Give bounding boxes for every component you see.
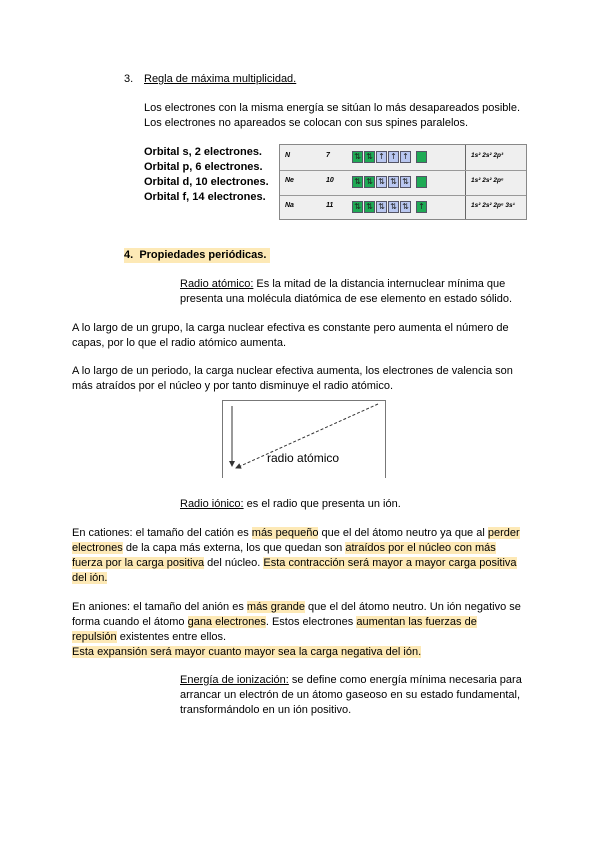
atomic-number: 10 [326, 177, 334, 184]
ionizacion-term: Energía de ionización: [180, 674, 289, 686]
element-symbol: Ne [285, 177, 294, 184]
orbital-box-2p: ⇅ [400, 201, 411, 213]
orbital-box-3s [416, 151, 427, 163]
radio-ionico-term: Radio iónico: [180, 498, 244, 510]
aniones-highlight: Esta expansión será mayor cuanto mayor sea la carga negativa del ión. [72, 646, 422, 658]
orbital-diagram-table [279, 144, 527, 220]
table-row-divider [280, 170, 526, 171]
aniones-highlight: repulsión [72, 631, 117, 643]
orbital-box-2p: ↑ [400, 151, 411, 163]
radio-atomico-def [180, 277, 505, 292]
aniones-highlight: más grande [246, 601, 305, 613]
cationes-line2 [72, 541, 496, 556]
aniones-text: existentes entre ellos. [116, 631, 227, 643]
section-3-desc-line1: Los electrones con la misma energía se sitúan lo más desapareados posible. [144, 102, 521, 114]
ionizacion-def [180, 673, 522, 688]
periodo-line2: más atraídos por el núcleo y por tanto disminuye el radio atómico. [72, 380, 393, 392]
orbital-boxes [352, 176, 428, 190]
orbital-box-2p: ⇅ [388, 176, 399, 188]
orbital-box-1s: ⇅ [352, 176, 363, 188]
aniones-text: . Estos electrones [265, 616, 357, 628]
grupo-line2: capas, por lo que el radio atómico aumenta. [72, 337, 287, 349]
section-4-title: Propiedades periódicas. [139, 249, 267, 261]
cationes-highlight: Esta contracción será mayor a mayor carga positiva [263, 557, 517, 569]
aniones-line1 [72, 600, 521, 615]
table-row-divider [280, 195, 526, 196]
table-row [280, 147, 526, 169]
orbital-box-2p: ⇅ [376, 176, 387, 188]
cationes-highlight: del ión. [72, 572, 108, 584]
orbital-box-1s: ⇅ [352, 151, 363, 163]
cationes-highlight: más pequeño [251, 527, 319, 539]
orbital-box-2s: ⇅ [364, 176, 375, 188]
cationes-highlight: perder [487, 527, 520, 539]
radio-ionico-def [180, 497, 401, 512]
orbital-box-2p: ⇅ [400, 176, 411, 188]
section-3-title: Regla de máxima multiplicidad. [144, 73, 297, 85]
aniones-highlight: gana electrones [187, 616, 266, 628]
orbital-boxes [352, 151, 428, 165]
cationes-highlight: fuerza por la carga positiva [72, 557, 205, 569]
ionizacion-def-line1: se define como energía mínima necesaria para [288, 674, 522, 686]
aniones-line4 [72, 645, 421, 660]
cationes-text: En cationes: el tamaño del catión es [72, 527, 252, 539]
aniones-line3 [72, 630, 226, 645]
orbital-boxes [352, 201, 428, 215]
orbital-box-2p: ↑ [376, 151, 387, 163]
radio-atomico-term: Radio atómico: [180, 278, 254, 290]
section-3-desc-line2: Los electrones no apareados se colocan con sus spines paralelos. [144, 117, 469, 129]
cationes-text: que el del átomo neutro ya que al [318, 527, 488, 539]
element-symbol: Na [285, 202, 294, 209]
orbital-box-1s: ⇅ [352, 201, 363, 213]
section-4-number: 4. [124, 249, 134, 261]
trend-arrows [222, 400, 386, 478]
orbital-box-3s [416, 176, 427, 188]
periodo-line1: A lo largo de un periodo, la carga nuclear efectiva aumenta, los electrones de valencia son [72, 365, 513, 377]
table-row [280, 172, 526, 194]
grupo-line1: A lo largo de un grupo, la carga nuclear efectiva es constante pero aumenta el número de [72, 322, 509, 334]
cationes-text: de la capa más externa, los que quedan son [122, 542, 346, 554]
orbital-f-text: Orbital f, 14 electrones. [144, 191, 266, 203]
orbital-box-2p: ⇅ [388, 201, 399, 213]
aniones-text: que el del átomo neutro. Un ión negativo se [305, 601, 521, 613]
orbital-p-text: Orbital p, 6 electrones. [144, 161, 263, 173]
section-3-number: 3. [124, 73, 134, 85]
cationes-line3 [72, 556, 517, 571]
aniones-highlight: aumentan las fuerzas de [356, 616, 477, 628]
table-row [280, 197, 526, 219]
ionizacion-def-line3: transformándolo en un ión positivo. [180, 704, 352, 716]
radio-ionico-def-text: es el radio que presenta un ión. [243, 498, 401, 510]
orbital-box-2p: ↑ [388, 151, 399, 163]
radio-atomico-def-line2: presenta una molécula diatómica de ese elemento en estado sólido. [180, 293, 513, 305]
orbital-box-3s: ↑ [416, 201, 427, 213]
section-4-heading [124, 248, 270, 263]
cationes-highlight: electrones [72, 542, 123, 554]
radio-atomico-def-line1: Es la mitad de la distancia internuclear mínima que [253, 278, 506, 290]
orbital-s-text: Orbital s, 2 electrones. [144, 146, 262, 158]
cationes-line4 [72, 571, 107, 586]
aniones-text: En aniones: el tamaño del anión es [72, 601, 247, 613]
radio-atomico-trend-diagram [222, 400, 386, 478]
electron-configuration: 1s² 2s² 2p⁶ 3s¹ [471, 202, 515, 209]
orbital-box-2s: ⇅ [364, 201, 375, 213]
cationes-line1 [72, 526, 520, 541]
atomic-number: 7 [326, 152, 330, 159]
atomic-number: 11 [326, 202, 334, 209]
orbital-box-2s: ⇅ [364, 151, 375, 163]
orbital-box-2p: ⇅ [376, 201, 387, 213]
element-symbol: N [285, 152, 291, 159]
orbital-d-text: Orbital d, 10 electrones. [144, 176, 269, 188]
ionizacion-def-line2: arrancar un electrón de un átomo gaseoso en su estado fundamental, [180, 689, 521, 701]
cationes-highlight: atraídos por el núcleo con más [345, 542, 496, 554]
cationes-text: del núcleo. [204, 557, 264, 569]
electron-configuration: 1s² 2s² 2p⁶ [471, 177, 504, 184]
aniones-text: forma cuando el átomo [72, 616, 188, 628]
aniones-line2 [72, 615, 477, 630]
electron-configuration: 1s² 2s² 2p³ [471, 152, 504, 159]
diagram-label: radio atómico [267, 451, 340, 465]
